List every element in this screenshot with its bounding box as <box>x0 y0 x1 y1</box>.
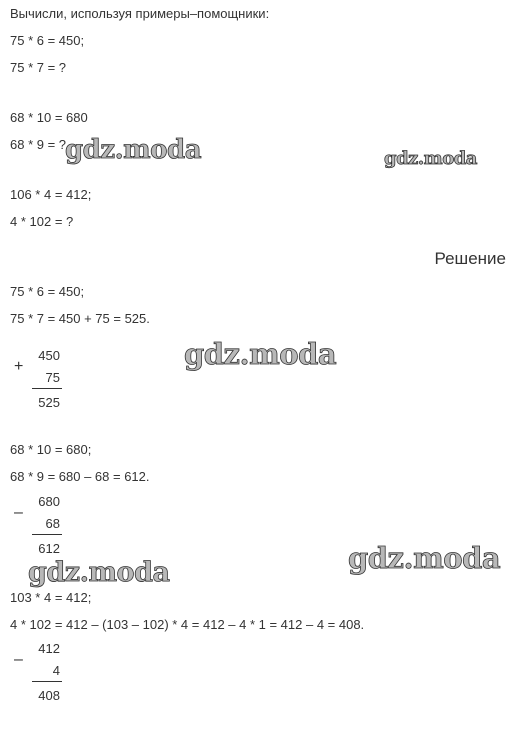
column-result: 612 <box>38 541 60 556</box>
column-rule <box>32 534 62 535</box>
watermark: gdz.moda <box>65 135 202 165</box>
watermark: gdz.moda <box>28 557 170 588</box>
solution-line: 68 * 9 = 680 – 68 = 612. <box>10 469 150 484</box>
column-result: 525 <box>38 395 60 410</box>
task-line: 68 * 9 = ? <box>10 137 67 152</box>
column-subtraction <box>28 641 60 703</box>
column-sign: – <box>14 504 23 521</box>
task-intro: Вычисли, используя примеры–помощники: <box>10 6 270 21</box>
task-line: 75 * 7 = ? <box>10 60 67 75</box>
watermark: gdz.moda <box>348 541 501 575</box>
column-bottom-number: 4 <box>52 663 60 678</box>
column-top-number: 680 <box>38 494 60 509</box>
solution-line: 75 * 6 = 450; <box>10 284 85 299</box>
solution-line: 4 * 102 = 412 – (103 – 102) * 4 = 412 – 4 * 1 = 412 – 4 = 408. <box>10 617 365 632</box>
task-line: 68 * 10 = 680 <box>10 110 88 125</box>
column-sign: – <box>14 651 23 668</box>
task-line: 106 * 4 = 412; <box>10 187 92 202</box>
column-addition <box>28 348 60 410</box>
column-top-number: 450 <box>38 348 60 363</box>
watermark: gdz.moda <box>184 337 337 371</box>
column-subtraction <box>28 494 60 556</box>
watermark: gdz.moda <box>384 148 477 169</box>
solution-line: 68 * 10 = 680; <box>10 442 92 457</box>
solution-heading: Решение <box>434 249 506 268</box>
column-bottom-number: 68 <box>45 516 60 531</box>
task-line: 4 * 102 = ? <box>10 214 74 229</box>
solution-line: 103 * 4 = 412; <box>10 590 92 605</box>
column-rule <box>32 388 62 389</box>
column-sign: + <box>14 358 24 375</box>
solution-line: 75 * 7 = 450 + 75 = 525. <box>10 311 150 326</box>
column-result: 408 <box>38 688 60 703</box>
task-line: 75 * 6 = 450; <box>10 33 85 48</box>
column-bottom-number: 75 <box>45 370 60 385</box>
column-rule <box>32 681 62 682</box>
column-top-number: 412 <box>38 641 60 656</box>
